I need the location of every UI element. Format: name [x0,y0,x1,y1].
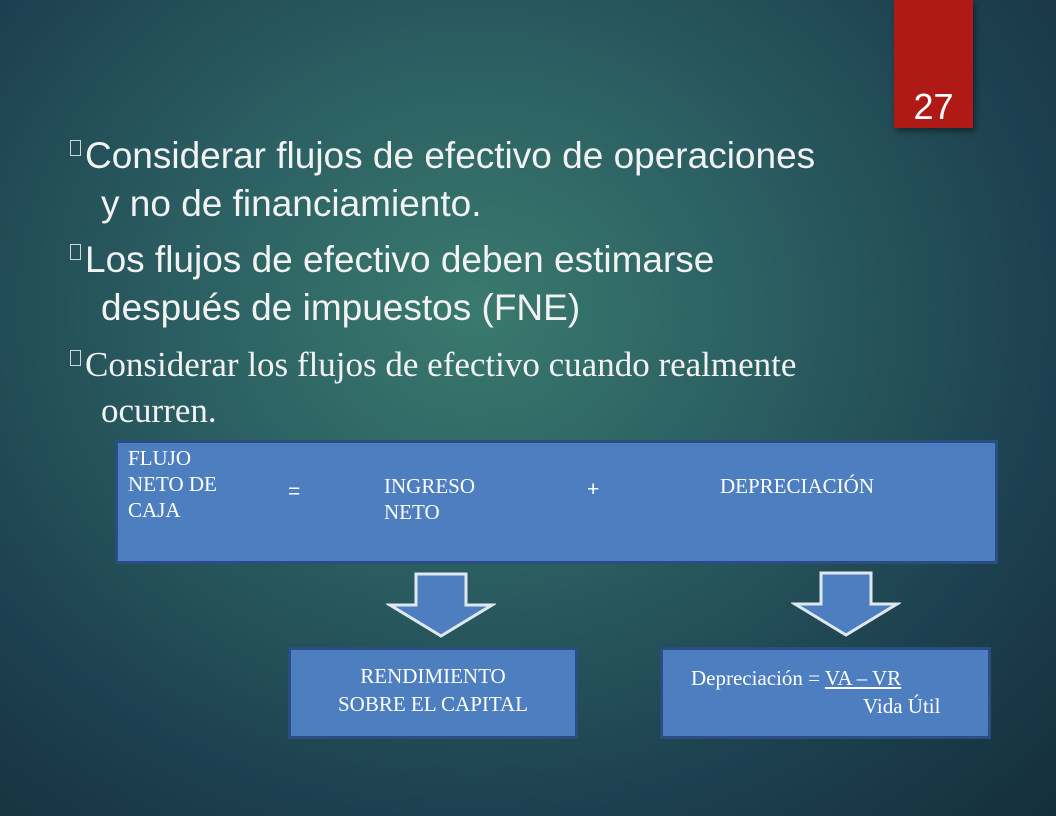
bullet-marker-icon [70,244,81,260]
rendimiento-line: RENDIMIENTO [360,664,506,688]
rendimiento-line: SOBRE EL CAPITAL [337,692,529,716]
bullet-marker-icon [70,140,81,156]
flujo-neto-de-caja-label: FLUJO NETO DE CAJA [128,446,217,522]
depreciacion-formula-box [660,647,991,739]
bullet-item [70,236,950,332]
equals-sign: = [288,480,301,503]
rendimiento-box [288,647,578,739]
bullet-item [70,132,950,228]
depreciacion-denominator: Vida Útil [863,694,941,718]
down-arrow-icon [386,572,496,638]
down-arrow-icon [791,571,901,637]
cash-flow-formula-box [115,440,998,564]
bullet-line: Los flujos de efectivo deben estimarse [85,239,715,280]
bullet-item [70,342,950,434]
plus-sign: + [587,478,600,501]
page-number: 27 [913,86,954,127]
depreciacion-label: DEPRECIACIÓN [720,474,875,498]
bullet-line: Considerar flujos de efectivo de operaciones [85,135,816,176]
depreciacion-equation: Depreciación = VA – VR [691,666,902,690]
ingreso-neto-label: INGRESO NETO [384,474,476,524]
bullet-line: Considerar los flujos de efectivo cuando realmente [85,345,797,384]
bullet-list [70,132,950,434]
bullet-line: después de impuestos (FNE) [101,287,581,328]
depreciacion-numerator: VA – VR [824,666,902,690]
bullet-line: ocurren. [101,391,217,430]
bullet-marker-icon [70,350,81,366]
bullet-line: y no de financiamiento. [101,183,482,224]
